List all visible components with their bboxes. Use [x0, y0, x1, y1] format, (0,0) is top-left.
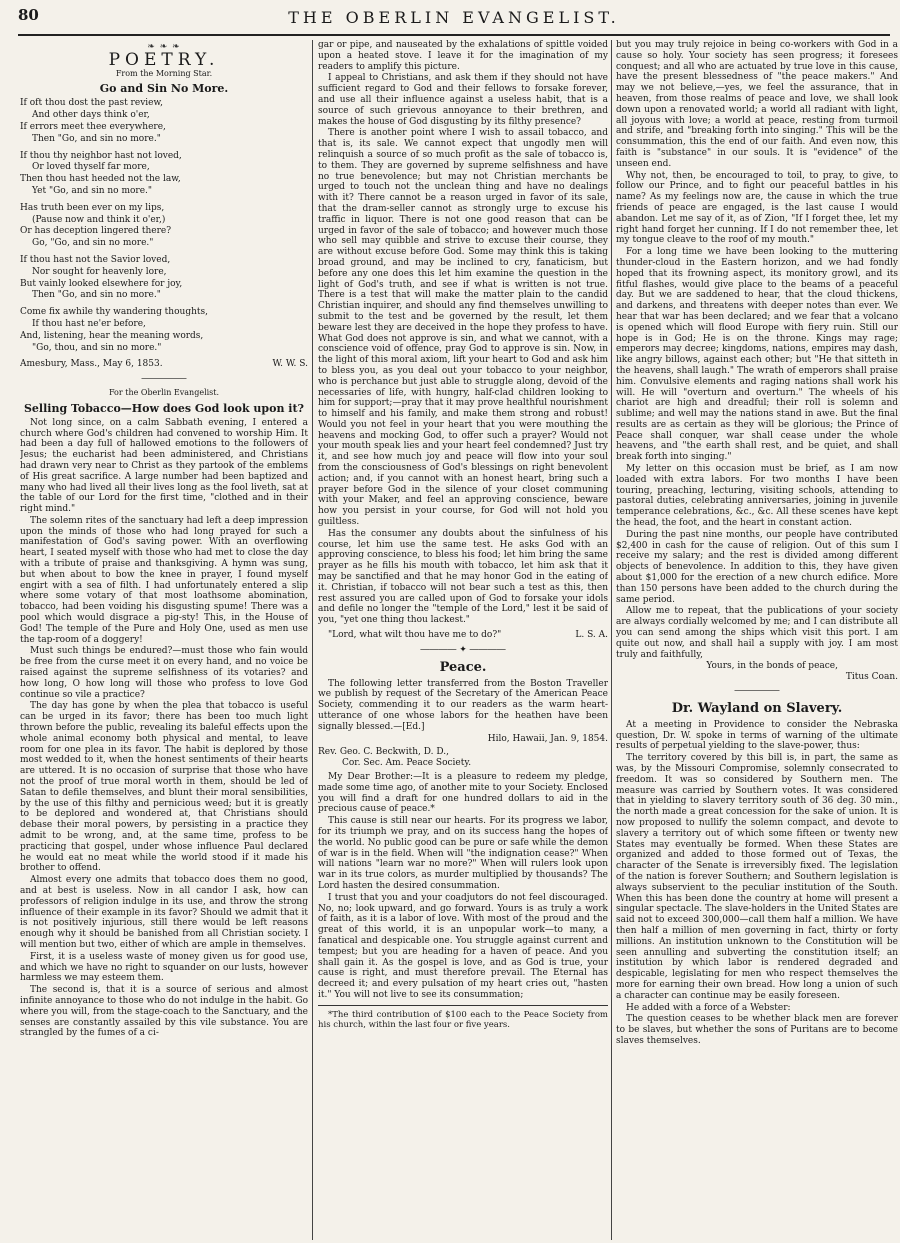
paragraph: First, it is a useless waste of money given us for good use, and which we have no right to squander on our lusts, however harmless we may esteem them. [20, 951, 308, 984]
closing-name: Titus Coan. [845, 672, 898, 683]
poem-line: Yet "Go, and sin no more." [32, 185, 153, 196]
article-source: For the Oberlin Evangelist. [108, 387, 220, 397]
paragraph: There is another point where I wish to assail tobacco, and that is, its sale. We cannot expect that ungodly men will relinquish a source of so much profit as the sale of tobacco is, to them. They are governed by supreme selfishness and have no true benevolence; but may not Christian merchants be urged to touch not the unclean thing and have no dealings with it? There cannot be a reason urged in favor of its sale, that the dram-seller cannot as strongly urge to excuse his traffic in liquor. There is not one good reason that can be urged in favor of the sale of tobacco; and however much those who sell may quibble and strive to excuse their course, they are without excuse before God. Some may think this is taking broad ground, and may be inclined to cry, fanaticism, but before any one does this let him examine the question in the light of God's truth, and see if what is written is not true. There is a test that will make the matter plain to the candid Christian inquirer, and should any find themselves unwilling to submit to the test and be governed by the result, let them beware lest they are deceived in the hope they profess to have. What God does not approve is sin, and what we cannot, with a conscience void of offence, pray God to approve is sin. Now, in the light of this moral axiom, lift your heart to God and ask him to bless you, as you deal out your tobacco to your neighbor, who is perchance but just able to struggle along, devoid of the necessaries of life, with hungry, half-clad children looking to him for support;—pray that it may prove healthful nourishment to himself and his family, and make them strong and robust! Would you not feel in your heart that you were mouthing the heavens and mocking God, to offer such a prayer? Would not your mouth speak lies and your heart feel condemned? Just try it, and see how much joy and peace will flow into your soul from the consciousness of God's blessings on right benevolent action; and, if you cannot with an honest heart, bring such a prayer before God in the silence of your closet communing with your Maker, and feel an approving conscience, beware how you persist in your course, for God will not hold you guiltless. [318, 128, 608, 528]
poem-line: If oft thou dost the past review, [20, 98, 163, 109]
poem-line: Then "Go, and sin no more." [32, 133, 161, 144]
signature: L. S. A. [575, 630, 608, 641]
paragraph: Allow me to repeat, that the publications of your society are always cordially welcomed by me; and I can distribute all you can send among the ships which visit this port. I am quite out now, and shall hail a supply with joy. I am most truly and faithfully, [616, 606, 898, 660]
paragraph: I appeal to Christians, and ask them if they should not have sufficient regard to God and their fellows to forsake forever, and use all their influence against a useless habit, that is a source of such grievous annoyance to their brethren, and makes the house of God disgusting by its filthy presence? [318, 73, 608, 127]
addressee-line: Cor. Sec. Am. Peace Society. [342, 758, 472, 769]
newspaper-title: THE OBERLIN EVANGELIST. [288, 8, 620, 27]
poem-line: Then thou hast heeded not the law, [20, 174, 181, 185]
poem-line: And, listening, hear the meaning words, [20, 330, 204, 341]
poem-place: Amesbury, Mass., May 6, 1853. [20, 359, 163, 370]
poem-line: If errors meet thee everywhere, [20, 121, 166, 132]
column-3 [616, 40, 898, 1240]
footnote: *The third contribution of $100 each to the Peace Society from his church, within the last four or five years. [318, 1009, 608, 1030]
column-divider [611, 40, 612, 1240]
closing-quote: "Lord, what wilt thou have me to do?" [328, 630, 502, 641]
signature-line [318, 630, 608, 641]
stanza [20, 203, 308, 249]
poem [20, 98, 308, 353]
page-number: 80 [18, 6, 39, 24]
stanza [20, 255, 308, 301]
poem-line: If thou thy neighbor hast not loved, [20, 150, 182, 161]
header-rule [18, 34, 890, 36]
poem-line: Go, "Go, and sin no more." [32, 238, 154, 249]
poem-line: Come fix awhile thy wandering thoughts, [20, 307, 208, 318]
paragraph: Must such things be endured?—must those who fain would be free from the curse meet it on every hand, and no voice be raised against the supreme selfishness of its votaries? and how long, O how long will those who profess to love God continue so vile a practice? [20, 646, 308, 700]
paragraph: At a meeting in Providence to consider the Nebraska question, Dr. W. spoke in terms of warning of the ultimate results of perpetual yielding to the slave-power, thus: [616, 719, 898, 752]
stanza [20, 98, 308, 144]
section-heading: Peace. [439, 659, 487, 675]
stanza [20, 307, 308, 353]
poem-signature-line [20, 359, 308, 370]
paragraph: but you may truly rejoice in being co-workers with God in a cause so holy. Your society has seen progress; it foresees conquest; and all who are actuated by true love in this cause, have the present blessedness of "the peace makers." And may we not believe,—yes, we feel the assurance, that in heaven, from those realms of peace and love, we shall look down upon a renovated world; a world all radiant with light, all joyous with love; a world at peace, resting from turmoil and strife, and "breaking forth into singing." This will be the consummation, this the end of our faith. And even now, this faith is "substance" in our souls. It is "evidence" of the unseen end. [616, 40, 898, 169]
paragraph: The question ceases to be whether black men are forever to be slaves, but whether the sons of Puritans are to become slaves themselves. [616, 1014, 898, 1046]
column-2 [318, 40, 608, 1240]
paragraph: I trust that you and your coadjutors do not feel discouraged. No, no; look upward, and go forward. Yours is as truly a work of faith, as it is a labor of love. With most of the proud and the great of this world, it is an unpopular work—to many, a fanatical and despicable one. You struggle against current and tempest; but you are heading for a haven of peace. And you shall gain it. As the gospel is love, and as God is true, your cause is right, and must therefore prevail. The Eternal has decreed it; and every pulsation of my heart cries out, "hasten it." You will not live to see its consummation; [318, 892, 608, 1000]
paragraph: The day has gone by when the plea that tobacco is useful can be urged in its favor; there has been too much light thrown before the public, revealing its baleful effects upon the whole animal economy both physical and mental, to leave room for one plea in its favor. The habit is deplored by those most wedded to it, when the honest sentiments of their hearts are uttered. It is no occasion of surprise that those who have not the proof of true moral worth in them, should be led of Satan to defile themselves, and blunt their moral sensibilities, by the use of this filthy and pernicious weed; but it is greatly to be deplored and wondered at, that Christians should debase their moral powers, by persisting in a practice they admit to be wrong, and, at the same time, profess to be practicing that gospel, under whose influence Paul declared he would eat no meat while the world stood if it made his brother to offend. [20, 701, 308, 874]
dateline: Hilo, Hawaii, Jan. 9, 1854. [487, 733, 608, 744]
poem-line: Then "Go, and sin no more." [32, 290, 161, 301]
divider: ――――― [734, 686, 780, 697]
column-divider [312, 40, 313, 1240]
paragraph: He added with a force of a Webster: [626, 1002, 791, 1013]
ornament: ❧ ❧ ❧ [147, 42, 181, 52]
paragraph: Not long since, on a calm Sabbath evening, I entered a church where God's children had convened to worship Him. It had been a day full of hallowed emotions to the followers of Jesus; the eucharist had been administered, and Christians had drawn very near to Christ as they partook of the emblems of His great sacrifice. A large number had been baptized and many who had lived all their lives long as the fool liveth, sat at the table of our Lord for the first time, "clothed and in their right mind." [20, 417, 308, 515]
stanza [20, 151, 308, 197]
poem-line: If thou hast ne'er before, [32, 318, 146, 329]
divider: ―――― ✦ ―――― [420, 644, 506, 655]
paragraph: The territory covered by this bill is, in part, the same as was, by the Missouri Compromise, solemnly consecrated to freedom. It was so considered by Southern men. The measure was carried by Southern votes. It was considered that in yielding to slavery territory south of 36 deg. 30 min., the north made a great concession for the sake of union. It is now proposed to nullify the solemn compact, and devote to slavery a territory out of which some fifteen or twenty new States may eventually be formed. When these States are organized and added to those formed out of Texas, the character of the Senate is irreversibly fixed. The legislation of the nation is forever Southern; and Southern legislation is always subservient to the peculiar institution of the South. When this has been done the country at home will present a singular spectacle. The slave-holders in the United States are said not to exceed 300,000—call them half a million. We have then half a million of men governing in fact, thirty or forty millions. An institution unknown to the Constitution will be seen annulling and subverting the constitution itself; an institution by which labor is rendered degraded and despicable, legislating for men who respect themselves the more for earning their own bread. How long a union of such a character can continue may be easily foreseen. [616, 753, 898, 1001]
paragraph: Has the consumer any doubts about the sinfulness of his course, let him use the same test. He asks God with an approving conscience, to bless his food; let him bring the same prayer as he fills his mouth with tobacco, let him ask that it may be sanctified and that he may honor God in the eating of it. Christian, if tobacco will not bear such a test as this, then rest assured you are called upon of God to forsake your idols and defile no longer the "temple of the Lord," lest it be said of you, "yet one thing thou lackest." [318, 528, 608, 626]
article-title: Selling Tobacco—How does God look upon it? [23, 401, 304, 415]
addressee [318, 747, 608, 769]
addressee-line: Rev. Geo. C. Beckwith, D. D., [318, 747, 450, 758]
poem-line: Has truth been ever on my lips, [20, 202, 165, 213]
divider: ――――― [141, 374, 187, 385]
section-title: POETRY. [108, 49, 220, 70]
poem-line: (Pause now and think it o'er,) [32, 214, 166, 225]
poem-line: And other days think o'er, [32, 110, 150, 121]
poem-line: If thou hast not the Savior loved, [20, 254, 171, 265]
poem-line: Or has deception lingered there? [20, 226, 172, 237]
footnote-rule [318, 1005, 608, 1006]
paragraph: gar or pipe, and nauseated by the exhalations of spittle voided upon a heated stove. I leave it for the imagination of my readers to amplify this picture. [318, 40, 608, 72]
section-heading: Dr. Wayland on Slavery. [671, 700, 843, 716]
paragraph: The second is, that it is a source of serious and almost infinite annoyance to those who do not indulge in the habit. Go where you will, from the stage-coach to the Sanctuary, and the senses are constantly assailed by this vile substance. You are strangled by the fumes of a ci- [20, 985, 308, 1039]
paragraph: The solemn rites of the sanctuary had left a deep impression upon the minds of those who had long prayed for such a manifestation of God's saving power. With an overflowing heart, I seated myself with those who had met to close the day with a tribute of praise and thanksgiving. A hymn was sung, but when about to bow the knee in prayer, I found myself engirt with a sea of filth. I had unfortunately entered a slip where some votary of that most loathsome abomination, tobacco, had been voiding his disgusting spume! There was a pool which would disgrace a pig-sty! This, in the House of God! The temple of the Pure and Holy One, used as men use the tap-room of a doggery! [20, 515, 308, 645]
page-header [18, 6, 890, 32]
column-1 [20, 40, 308, 1240]
poem-title: Go and Sin No More. [99, 82, 229, 96]
poem-signature: W. W. S. [272, 359, 308, 370]
paragraph: Why not, then, be encouraged to toil, to pray, to give, to follow our Prince, and to fight our peaceful battles in his name? As my feelings now are, the cause in which the true friends of peace are engaged, is the last cause I would abandon. Let me say of it, as of Zion, "If I forget thee, let my right hand forget her cunning. If I do not remember thee, let my tongue cleave to the roof of my mouth." [616, 170, 898, 246]
poem-line: Or loved thyself far more, [32, 162, 150, 173]
paragraph: My Dear Brother:—It is a pleasure to redeem my pledge, made some time ago, of another mite to your Society. Enclosed you will find a draft for one hundred dollars to aid in the precious cause of peace.* [318, 772, 608, 815]
poem-source: From the Morning Star. [115, 68, 213, 78]
paragraph: During the past nine months, our people have contributed $2,400 in cash for the cause of religion. Out of this sum I receive my salary; and the rest is divided among different objects of benevolence. In addition to this, they have given about $1,000 for the erection of a new church edifice. More than 150 persons have been added to the church during the same period. [616, 529, 898, 605]
poem-line: But vainly looked elsewhere for joy, [20, 278, 183, 289]
paragraph: Almost every one admits that tobacco does them no good, and at best is useless. Now in all candor I ask, how can professors of religion indulge in its use, and throw the strong influence of their example in its favor? Should we admit that it is not positively injurious, still there would be left reasons enough why it should be banished from all Christian society. I will mention but two, either of which are ample in themselves. [20, 875, 308, 950]
paragraph: My letter on this occasion must be brief, as I am now loaded with extra labors. For two months I have been touring, preaching, lecturing, visiting schools, attending to pastoral duties, celebrating anniversaries, joining in juvenile temperance celebrations, &c., &c. All these scenes have kept the head, the foot, and the heart in constant action. [616, 464, 898, 529]
poem-line: Nor sought for heavenly lore, [32, 266, 167, 277]
paragraph: This cause is still near our hearts. For its progress we labor, for its triumph we pray, and on its success hang the hopes of the world. No public good can be pure or safe while the demon of war is in the field. When will "the indignation cease?" When will nations "learn war no more?" When will rulers look upon war in its true colors, as murder multiplied by thousands? The Lord hasten the desired consummation. [318, 816, 608, 891]
poem-line: "Go, thou, and sin no more." [32, 342, 162, 353]
paragraph: For a long time we have been looking to the muttering thunder-cloud in the Eastern horizon, and we had fondly hoped that its frowning aspect, its monitory growl, and its fitful flashes, would give place to the beams of a peaceful day. But we are saddened to hear, that the cloud thickens, and darkens, and threatens with deeper notes than ever. We hear that war has been declared; and we fear that a volcano is opened which will flood Europe with fiery ruin. Still our hope is in God; He is on the throne. Kings may rage; emperors may decree; kingdoms, nations, empires may dash, like angry billows, against each other; but "He that sitteth in the heavens, shall laugh." The wrath of emperors shall praise him. Convulsive elements and raging nations shall work his will. He will "overturn and overturn." The wheels of his chariot are high and dreadful; their roll is solemn and sublime; and well may the nations stand in awe. But the final results are as certain as they will be glorious; the Prince of Peace shall conquer, war shall cease under the whole heavens, and "the earth shall rest, and be quiet, and shall break forth into singing." [616, 247, 898, 463]
closing: Yours, in the bonds of peace, [706, 661, 838, 672]
paragraph: The following letter transferred from the Boston Traveller we publish by request of the Secretary of the American Peace Society, commending it to our readers as the warm heart-utterance of one whose labors for the heathen have been signally blessed.—[Ed.] [318, 678, 608, 732]
